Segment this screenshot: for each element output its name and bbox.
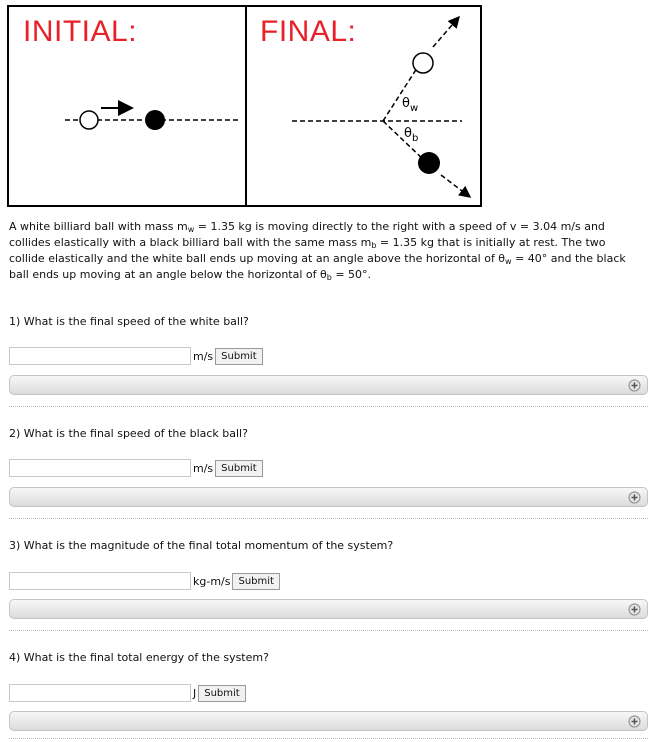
- question-1-hint-bar[interactable]: [9, 375, 648, 395]
- plus-circle-icon[interactable]: [628, 379, 641, 392]
- final-label: FINAL:: [260, 15, 357, 48]
- separator: [9, 518, 648, 519]
- separator: [9, 406, 648, 407]
- white-direction-arrow-icon: [433, 17, 459, 47]
- question-4-submit-button[interactable]: Submit: [198, 685, 245, 702]
- question-2-unit: m/s: [193, 461, 214, 475]
- question-1-answer-row: [9, 346, 263, 366]
- separator: [9, 738, 648, 739]
- question-2-answer-row: [9, 458, 263, 478]
- question-3-text: 3) What is the magnitude of the final total momentum of the system?: [9, 539, 394, 552]
- theta-b-label: $\theta_b$: [404, 126, 419, 144]
- question-3-input[interactable]: [9, 572, 191, 590]
- question-1-input[interactable]: [9, 347, 191, 365]
- initial-label: INITIAL:: [23, 15, 138, 48]
- diagram-drawing: [9, 7, 480, 205]
- question-3-hint-bar[interactable]: [9, 599, 648, 619]
- question-3-answer-row: [9, 571, 280, 591]
- question-2-input[interactable]: [9, 459, 191, 477]
- black-ball-final: [418, 152, 440, 174]
- theta-w-label: $\theta_w$: [402, 96, 419, 114]
- separator: [9, 630, 648, 631]
- plus-circle-icon[interactable]: [628, 491, 641, 504]
- question-3-unit: kg-m/s: [193, 574, 231, 588]
- black-direction-arrow-icon: [441, 175, 470, 197]
- question-4-text: 4) What is the final total energy of the system?: [9, 651, 269, 664]
- black-ball-initial: [145, 110, 165, 130]
- question-1-unit: m/s: [193, 349, 214, 363]
- white-ball-final: [413, 53, 433, 73]
- question-2-text: 2) What is the final speed of the black ball?: [9, 427, 248, 440]
- collision-diagram: [7, 5, 482, 207]
- plus-circle-icon[interactable]: [628, 603, 641, 616]
- white-ball-initial: [80, 111, 98, 129]
- question-1-submit-button[interactable]: Submit: [215, 348, 262, 365]
- plus-circle-icon[interactable]: [628, 715, 641, 728]
- question-2-submit-button[interactable]: Submit: [215, 460, 262, 477]
- question-4-hint-bar[interactable]: [9, 711, 648, 731]
- question-1-text: 1) What is the final speed of the white ball?: [9, 315, 249, 328]
- question-2-hint-bar[interactable]: [9, 487, 648, 507]
- problem-statement: A white billiard ball with mass $m_w = 1.35$ kg is moving directly to the right with a speed of v = 3.04 m/s and collides elastically with a black billiard ball with the same mass $m_b = 1.35$ kg that is initially at rest. The two collide elastically and the white ball ends up moving at an angle above the horizontal of $\theta_w = 40^\circ$ and the black ball ends up moving at an angle below the horizontal of $\theta_b = 50^\circ$.: [9, 220, 626, 282]
- question-4-unit: J: [193, 686, 197, 700]
- question-3-submit-button[interactable]: Submit: [232, 573, 279, 590]
- question-4-input[interactable]: [9, 684, 191, 702]
- question-4-answer-row: [9, 683, 246, 703]
